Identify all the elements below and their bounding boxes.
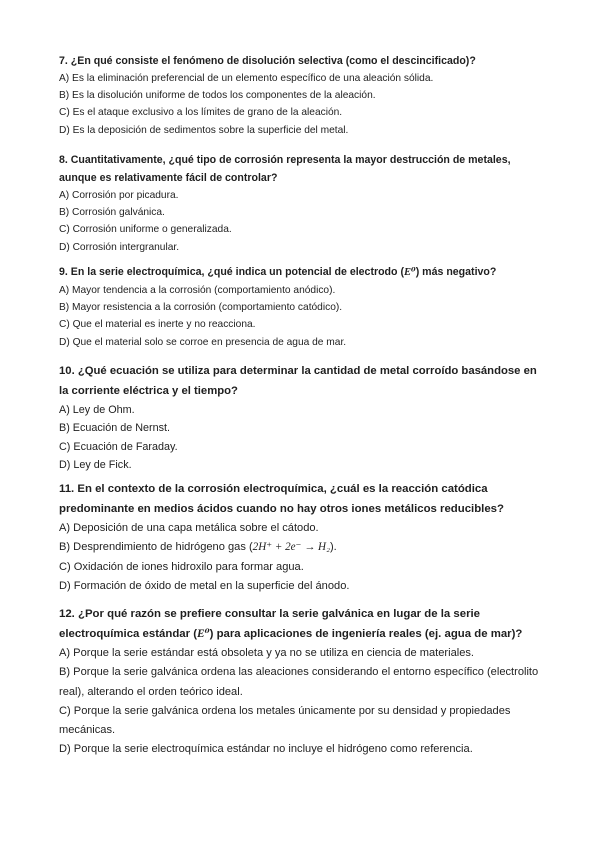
question-8 [59, 151, 549, 256]
question-7 [59, 52, 549, 139]
potential-symbol: E⁰ [197, 627, 210, 640]
question-text: 11. En el contexto de la corrosión electroquímica, ¿cuál es la reacción catódica predominante en medios ácidos cuando no hay otros iones metálicos reducibles? [59, 483, 504, 515]
question-text-end: ) más negativo? [415, 266, 497, 278]
options-list [59, 401, 549, 474]
option-b: B) Corrosión galvánica. [59, 207, 165, 219]
question-text [59, 263, 549, 282]
option-b [59, 538, 549, 557]
option-a: A) Ley de Ohm. [59, 404, 135, 416]
question-9 [59, 263, 549, 351]
question-text: 8. Cuantitativamente, ¿qué tipo de corrosión representa la mayor destrucción de metales, aunque es relativamente fácil de controlar? [59, 154, 511, 184]
question-10 [59, 362, 549, 474]
options-list [59, 187, 549, 256]
option-a: A) Mayor tendencia a la corrosión (comportamiento anódico). [59, 285, 336, 296]
question-text-start: 9. En la serie electroquímica, ¿qué indica un potencial de electrodo ( [59, 266, 404, 278]
option-c: C) Que el material es inerte y no reacciona. [59, 319, 256, 331]
option-d: D) Ley de Fick. [59, 458, 132, 471]
potential-symbol: E⁰ [403, 267, 416, 278]
question-text: 10. ¿Qué ecuación se utiliza para determinar la cantidad de metal corroído basándose en la corriente eléctrica y el tiempo? [59, 365, 537, 397]
question-11 [59, 480, 549, 596]
question-12 [59, 605, 549, 759]
option-a: A) Es la eliminación preferencial de un elemento específico de una aleación sólida. [59, 73, 434, 84]
options-list [59, 282, 549, 351]
option-b-end: ). [329, 541, 337, 554]
option-d: D) Es la deposición de sedimentos sobre la superficie del metal. [59, 124, 349, 136]
question-text-start: 12. ¿Por qué razón se prefiere consultar la serie galvánica en lugar de la serie electroquímica estándar ( [59, 608, 480, 640]
option-c: C) Ecuación de Faraday. [59, 440, 178, 453]
option-c: C) Oxidación de iones hidroxilo para formar agua. [59, 560, 304, 573]
option-b-text: B) Desprendimiento de hidrógeno gas ( [59, 541, 253, 554]
option-c: C) Corrosión uniforme o generalizada. [59, 224, 232, 236]
option-b: B) Mayor resistencia a la corrosión (comportamiento catódico). [59, 302, 343, 314]
option-a: A) Porque la serie estándar está obsoleta y ya no se utiliza en ciencia de materiales. [59, 647, 475, 660]
option-d: D) Formación de óxido de metal en la superficie del ánodo. [59, 579, 350, 592]
option-b: B) Porque la serie galvánica ordena las aleaciones considerando el entorno específico (electrolito real), alterando el orden teórico ideal. [59, 666, 539, 698]
option-d: D) Corrosión intergranular. [59, 241, 180, 253]
option-c: C) Es el ataque exclusivo a los límites de grano de la aleación. [59, 107, 343, 119]
option-d: D) Que el material solo se corroe en presencia de agua de mar. [59, 336, 347, 348]
question-text [59, 605, 549, 644]
option-b: B) Ecuación de Nernst. [59, 422, 171, 435]
question-text-end: ) para aplicaciones de ingeniería reales (ej. agua de mar)? [209, 627, 523, 640]
options-list [59, 519, 549, 596]
option-a: A) Corrosión por picadura. [59, 190, 179, 201]
reaction-equation: 2H⁺ + 2e⁻ → H₂ [252, 541, 330, 554]
option-c: C) Porque la serie galvánica ordena los metales únicamente por su densidad y propiedades mecánicas. [59, 704, 511, 736]
options-list [59, 644, 549, 759]
option-d: D) Porque la serie electroquímica estándar no incluye el hidrógeno como referencia. [59, 743, 473, 756]
option-b: B) Es la disolución uniforme de todos los componentes de la aleación. [59, 90, 376, 102]
options-list [59, 70, 549, 139]
option-a: A) Deposición de una capa metálica sobre el cátodo. [59, 522, 319, 535]
question-text: 7. ¿En qué consiste el fenómeno de disolución selectiva (como el descincificado)? [59, 55, 476, 67]
